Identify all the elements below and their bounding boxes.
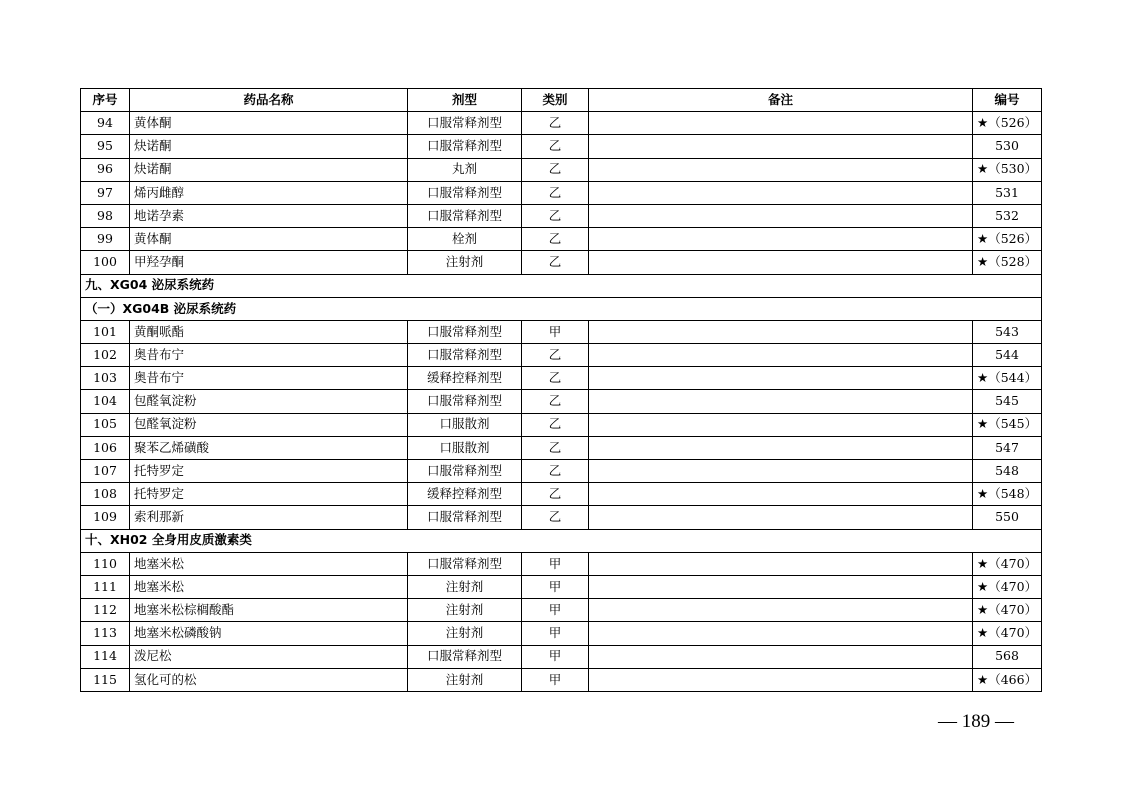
cell-code: 530 [973,135,1042,158]
cell-no: 101 [81,320,130,343]
cell-category: 乙 [522,436,589,459]
cell-category: 乙 [522,390,589,413]
cell-remark [589,320,973,343]
cell-drug-name: 托特罗定 [130,483,408,506]
cell-code: ★（544） [973,367,1042,390]
cell-code: 531 [973,181,1042,204]
table-row [81,112,1042,135]
cell-drug-name: 托特罗定 [130,460,408,483]
cell-drug-name: 地塞米松 [130,575,408,598]
cell-no: 103 [81,367,130,390]
cell-no: 98 [81,204,130,227]
cell-no: 96 [81,158,130,181]
cell-no: 95 [81,135,130,158]
cell-dosage-form: 注射剂 [408,575,522,598]
cell-remark [589,181,973,204]
table-row [81,599,1042,622]
cell-no: 113 [81,622,130,645]
cell-code: ★（526） [973,112,1042,135]
cell-dosage-form: 丸剂 [408,158,522,181]
table-row [81,228,1042,251]
cell-remark [589,135,973,158]
cell-category: 乙 [522,251,589,274]
cell-remark [589,204,973,227]
cell-dosage-form: 口服常释剂型 [408,506,522,529]
cell-no: 110 [81,552,130,575]
cell-dosage-form: 口服常释剂型 [408,204,522,227]
table-row [81,344,1042,367]
cell-drug-name: 地塞米松 [130,552,408,575]
cell-code: 544 [973,344,1042,367]
cell-drug-name: 地塞米松棕榈酸酯 [130,599,408,622]
cell-no: 115 [81,668,130,691]
header-remark: 备注 [589,89,973,112]
section-title: 十、XH02 全身用皮质激素类 [81,529,1042,552]
section-title: （一）XG04B 泌尿系统药 [81,297,1042,320]
cell-remark [589,668,973,691]
table-header-row [81,89,1042,112]
cell-code: 548 [973,460,1042,483]
section-row [81,274,1042,297]
cell-category: 甲 [522,622,589,645]
cell-dosage-form: 注射剂 [408,251,522,274]
cell-drug-name: 索利那新 [130,506,408,529]
cell-category: 乙 [522,460,589,483]
table-body [81,112,1042,692]
section-row [81,297,1042,320]
cell-remark [589,460,973,483]
table-row [81,436,1042,459]
cell-remark [589,483,973,506]
cell-remark [589,112,973,135]
cell-no: 107 [81,460,130,483]
cell-drug-name: 黄体酮 [130,228,408,251]
cell-code: 545 [973,390,1042,413]
cell-code: 547 [973,436,1042,459]
table-row [81,552,1042,575]
table-row [81,181,1042,204]
table-row [81,483,1042,506]
cell-code: 568 [973,645,1042,668]
cell-category: 乙 [522,204,589,227]
cell-category: 乙 [522,112,589,135]
header-code: 编号 [973,89,1042,112]
cell-no: 104 [81,390,130,413]
cell-code: ★（548） [973,483,1042,506]
table-row [81,320,1042,343]
cell-no: 109 [81,506,130,529]
cell-category: 乙 [522,181,589,204]
header-dosage-form: 剂型 [408,89,522,112]
cell-no: 106 [81,436,130,459]
cell-remark [589,622,973,645]
cell-category: 甲 [522,552,589,575]
cell-drug-name: 甲羟孕酮 [130,251,408,274]
cell-drug-name: 地诺孕素 [130,204,408,227]
cell-remark [589,413,973,436]
cell-remark [589,506,973,529]
cell-dosage-form: 口服散剂 [408,436,522,459]
cell-code: ★（545） [973,413,1042,436]
cell-drug-name: 奥昔布宁 [130,367,408,390]
cell-drug-name: 包醛氧淀粉 [130,390,408,413]
table-row [81,645,1042,668]
cell-no: 99 [81,228,130,251]
cell-no: 94 [81,112,130,135]
cell-drug-name: 黄体酮 [130,112,408,135]
cell-remark [589,390,973,413]
table-row [81,158,1042,181]
cell-remark [589,552,973,575]
cell-dosage-form: 口服常释剂型 [408,390,522,413]
cell-remark [589,367,973,390]
cell-category: 乙 [522,344,589,367]
cell-drug-name: 氢化可的松 [130,668,408,691]
section-title: 九、XG04 泌尿系统药 [81,274,1042,297]
cell-code: ★（470） [973,622,1042,645]
page-number: — 189 — [938,711,1014,732]
cell-drug-name: 炔诺酮 [130,158,408,181]
cell-drug-name: 包醛氧淀粉 [130,413,408,436]
cell-code: ★（530） [973,158,1042,181]
cell-no: 102 [81,344,130,367]
header-drug-name: 药品名称 [130,89,408,112]
cell-category: 乙 [522,367,589,390]
cell-dosage-form: 缓释控释剂型 [408,483,522,506]
cell-no: 97 [81,181,130,204]
table-row [81,575,1042,598]
cell-category: 甲 [522,668,589,691]
cell-remark [589,344,973,367]
cell-code: ★（470） [973,575,1042,598]
table-row [81,135,1042,158]
table-row [81,251,1042,274]
cell-dosage-form: 口服常释剂型 [408,344,522,367]
cell-dosage-form: 口服常释剂型 [408,135,522,158]
header-category: 类别 [522,89,589,112]
cell-drug-name: 奥昔布宁 [130,344,408,367]
cell-code: ★（526） [973,228,1042,251]
cell-drug-name: 烯丙雌醇 [130,181,408,204]
cell-no: 114 [81,645,130,668]
cell-drug-name: 炔诺酮 [130,135,408,158]
cell-code: 532 [973,204,1042,227]
cell-dosage-form: 口服散剂 [408,413,522,436]
cell-drug-name: 地塞米松磷酸钠 [130,622,408,645]
section-row [81,529,1042,552]
cell-no: 105 [81,413,130,436]
table-row [81,390,1042,413]
cell-dosage-form: 口服常释剂型 [408,320,522,343]
cell-code: 543 [973,320,1042,343]
cell-category: 乙 [522,228,589,251]
cell-code: ★（470） [973,599,1042,622]
cell-dosage-form: 注射剂 [408,599,522,622]
cell-dosage-form: 口服常释剂型 [408,181,522,204]
cell-dosage-form: 口服常释剂型 [408,460,522,483]
cell-code: ★（528） [973,251,1042,274]
cell-drug-name: 黄酮哌酯 [130,320,408,343]
table-row [81,204,1042,227]
cell-dosage-form: 栓剂 [408,228,522,251]
cell-remark [589,251,973,274]
cell-no: 112 [81,599,130,622]
cell-remark [589,599,973,622]
cell-dosage-form: 口服常释剂型 [408,112,522,135]
cell-remark [589,575,973,598]
cell-remark [589,158,973,181]
cell-category: 乙 [522,483,589,506]
cell-drug-name: 聚苯乙烯磺酸 [130,436,408,459]
cell-remark [589,645,973,668]
cell-dosage-form: 口服常释剂型 [408,552,522,575]
cell-code: ★（470） [973,552,1042,575]
cell-category: 甲 [522,645,589,668]
cell-category: 乙 [522,413,589,436]
table-row [81,413,1042,436]
cell-remark [589,228,973,251]
header-no: 序号 [81,89,130,112]
cell-category: 乙 [522,158,589,181]
cell-category: 乙 [522,506,589,529]
cell-no: 111 [81,575,130,598]
drug-catalog-table [80,88,1042,692]
cell-dosage-form: 缓释控释剂型 [408,367,522,390]
cell-category: 甲 [522,575,589,598]
cell-dosage-form: 注射剂 [408,668,522,691]
cell-dosage-form: 注射剂 [408,622,522,645]
table-row [81,668,1042,691]
table-row [81,622,1042,645]
cell-code: ★（466） [973,668,1042,691]
cell-drug-name: 泼尼松 [130,645,408,668]
table-row [81,367,1042,390]
cell-code: 550 [973,506,1042,529]
cell-no: 108 [81,483,130,506]
table-row [81,506,1042,529]
table-row [81,460,1042,483]
cell-remark [589,436,973,459]
cell-dosage-form: 口服常释剂型 [408,645,522,668]
cell-category: 乙 [522,135,589,158]
cell-category: 甲 [522,320,589,343]
cell-category: 甲 [522,599,589,622]
cell-no: 100 [81,251,130,274]
